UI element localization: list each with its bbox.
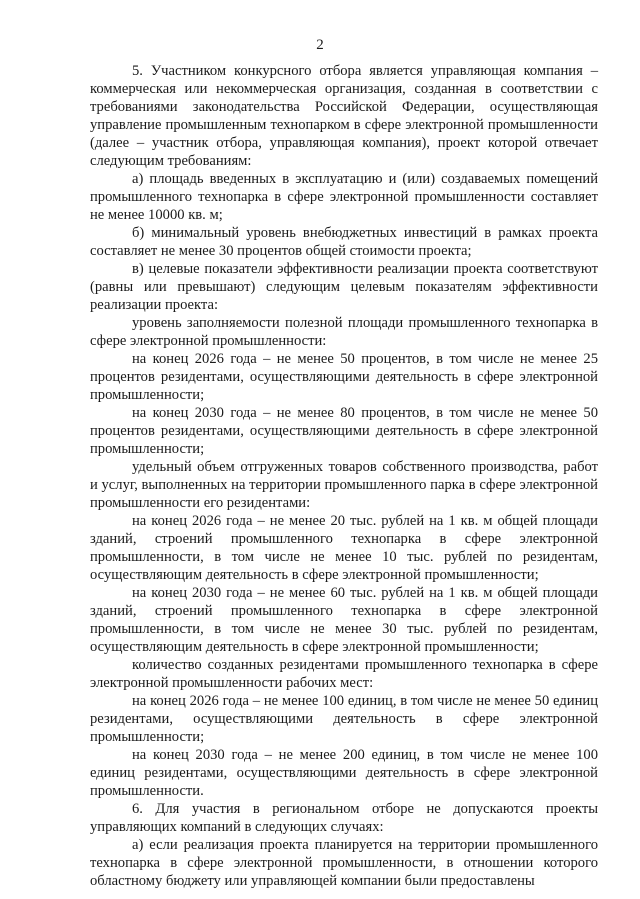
paragraph-jobs-2030: на конец 2030 года – не менее 200 единиц, в том числе не менее 100 единиц резидентами, осуществляющими деятельность в сфере электронной промышленности. bbox=[90, 747, 598, 799]
paragraph-6a-exclusion: а) если реализация проекта планируется на территории промышленного технопарка в сфере электронной промышленности, в отношении которого областному бюджету или управляющей компании были предоставлены bbox=[90, 837, 598, 889]
paragraph-6-exclusions: 6. Для участия в региональном отборе не допускаются проекты управляющих компаний в следующих случаях: bbox=[90, 801, 598, 835]
paragraph-occupancy-2030: на конец 2030 года – не менее 80 процентов, в том числе не менее 50 процентов резидентами, осуществляющими деятельность в сфере электронной промышленности; bbox=[90, 405, 598, 457]
paragraph-5v-targets: в) целевые показатели эффективности реализации проекта соответствуют (равны или превышают) следующим целевым показателям эффективности реализации проекта: bbox=[90, 261, 598, 313]
document-body bbox=[90, 62, 598, 890]
paragraph-shipped-2030: на конец 2030 года – не менее 60 тыс. рублей на 1 кв. м общей площади зданий, строений промышленного технопарка в сфере электронной промышленности, в том числе не менее 30 тыс. рублей по резидентам, осуществляющим деятельность в сфере электронной промышленности; bbox=[90, 585, 598, 655]
paragraph-shipped-goods: удельный объем отгруженных товаров собственного производства, работ и услуг, выполненных на территории промышленного парка в сфере электронной промышленности его резидентами: bbox=[90, 459, 598, 511]
paragraph-occupancy-level: уровень заполняемости полезной площади промышленного технопарка в сфере электронной промышленности: bbox=[90, 315, 598, 349]
paragraph-5a-area: а) площадь введенных в эксплуатацию и (или) создаваемых помещений промышленного технопарка в сфере электронной промышленности составляет не менее 10000 кв. м; bbox=[90, 171, 598, 223]
paragraph-shipped-2026: на конец 2026 года – не менее 20 тыс. рублей на 1 кв. м общей площади зданий, строений промышленного технопарка в сфере электронной промышленности, в том числе не менее 10 тыс. рублей по резидентам, осуществляющим деятельность в сфере электронной промышленности; bbox=[90, 513, 598, 583]
paragraph-occupancy-2026: на конец 2026 года – не менее 50 процентов, в том числе не менее 25 процентов резидентами, осуществляющими деятельность в сфере электронной промышленности; bbox=[90, 351, 598, 403]
paragraph-5b-investments: б) минимальный уровень внебюджетных инвестиций в рамках проекта составляет не менее 30 процентов общей стоимости проекта; bbox=[90, 225, 598, 259]
paragraph-5-intro: 5. Участником конкурсного отбора является управляющая компания – коммерческая или некоммерческая организация, созданная в соответствии с требованиями законодательства Российской Федерации, осуществляющая управление промышленным технопарком в сфере электронной промышленности (далее – участник отбора, управляющая компания), проект которой отвечает следующим требованиям: bbox=[90, 63, 598, 169]
paragraph-jobs: количество созданных резидентами промышленного технопарка в сфере электронной промышленности рабочих мест: bbox=[90, 657, 598, 691]
page-number: 2 bbox=[316, 37, 324, 53]
paragraph-jobs-2026: на конец 2026 года – не менее 100 единиц, в том числе не менее 50 единиц резидентами, осуществляющими деятельность в сфере электронной промышленности; bbox=[90, 693, 598, 745]
